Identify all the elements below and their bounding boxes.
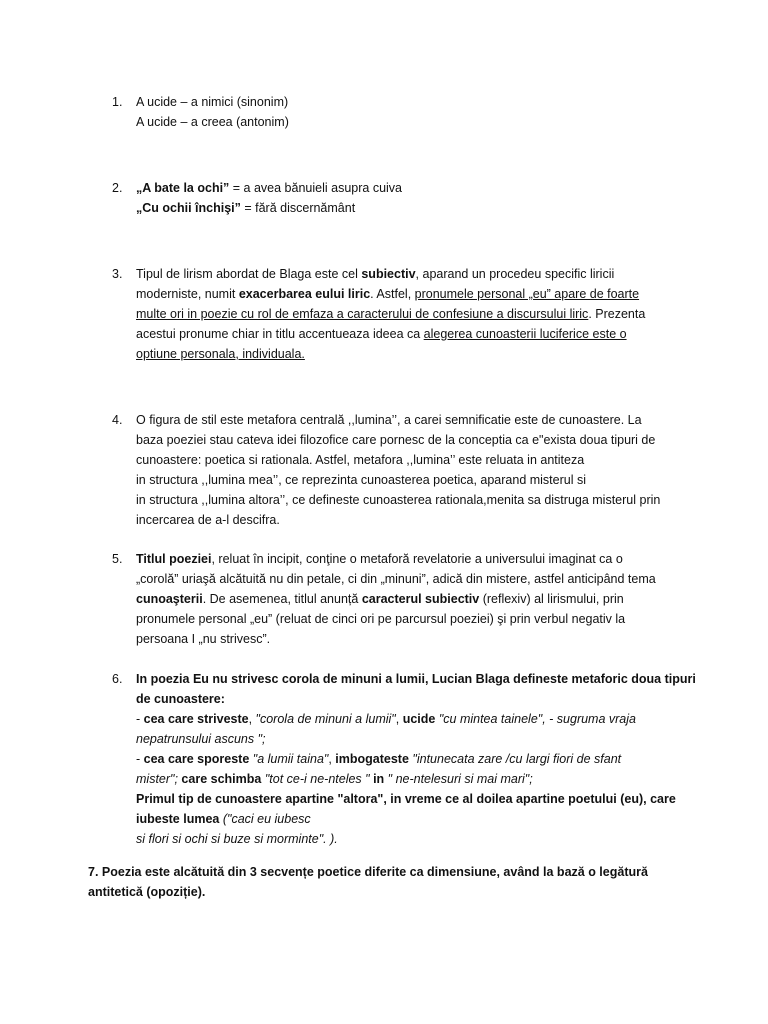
list-item-1 <box>112 92 672 132</box>
quote-run: "corola de minuni a lumii" <box>255 712 396 726</box>
item-4-line-6: incercarea de a-l descifra. <box>136 513 280 527</box>
text-run: exacerbarea eului liric <box>238 287 371 301</box>
item-5-line-3 <box>136 589 672 609</box>
item-6-line-8 <box>136 809 672 829</box>
item-number: 3. <box>112 267 123 281</box>
quote-run: "tot ce-i ne-nteles " <box>264 772 370 786</box>
text-run: - <box>136 752 144 766</box>
text-run: iubeste lumea <box>136 812 223 826</box>
list-item-6 <box>112 669 696 849</box>
text-run: acestui pronume chiar in titlu accentueaza ideea ca <box>136 327 424 341</box>
poem-title: Eu nu strivesc corola de minuni a lumii <box>192 672 425 686</box>
text-run: 7. Poezia este alcătuită din 3 secvențe poetice diferite ca dimensiune, având la bază o legătură <box>88 865 648 879</box>
quote-run: si flori si ochi si buze si morminte". ). <box>136 832 338 846</box>
text-run: de cunoastere: <box>136 692 225 706</box>
item-4-line-2: baza poeziei stau cateva idei filozofice care pornesc de la conceptia ca e"exista doua tipuri de <box>136 433 656 447</box>
underlined-run: optiune personala, individuala. <box>136 347 305 361</box>
text-run: , Lucian Blaga defineste metaforic doua tipuri <box>424 672 696 686</box>
text-run: ucide <box>402 712 436 726</box>
item-number: 2. <box>112 181 123 195</box>
item-5-line-1 <box>136 549 672 569</box>
quote-run: "intunecata zare /cu largi fiori de sfant <box>412 752 622 766</box>
item-3-line-3 <box>136 304 672 324</box>
item-3-line-2 <box>136 284 672 304</box>
expression-1: „A bate la ochi” <box>136 181 230 195</box>
text-run: , <box>248 712 256 726</box>
quote-run: "a lumii taina" <box>252 752 329 766</box>
item-6-line-9 <box>136 829 672 849</box>
text-run: moderniste, numit <box>136 287 239 301</box>
text-run: Tipul de lirism abordat de Blaga este cel <box>136 267 362 281</box>
item-6-line-2 <box>136 689 672 709</box>
text-run: subiectiv <box>361 267 416 281</box>
text-run: , reluat în incipit, conţine o metaforă revelatorie a universului imaginat ca o <box>211 552 623 566</box>
item-7-line-2 <box>88 882 688 902</box>
item-6-line-3 <box>136 709 672 729</box>
quote-run: " ne-ntelesuri si mai mari"; <box>387 772 533 786</box>
text-run: imbogateste <box>335 752 409 766</box>
text-run: . Prezenta <box>588 307 646 321</box>
item-3-line-5 <box>136 344 672 364</box>
quote-run: mister"; <box>136 772 182 786</box>
list-item-3 <box>112 264 672 364</box>
list-item-7 <box>88 862 688 902</box>
item-5-line-2: „corolă” uriaşă alcătuită nu din petale, ci din „minuni”, adică din mistere, astfel anticipând tema <box>136 572 656 586</box>
item-5-line-4: pronumele personal „eu” (reluat de cinci ori pe parcursul poeziei) şi prin verbul negativ la <box>136 612 626 626</box>
item-number: 1. <box>112 95 123 109</box>
list-item-4 <box>112 410 672 530</box>
item-4-line-4: in structura ,,lumina mea’’, ce reprezinta cunoasterea poetica, aparand misterul si <box>136 473 586 487</box>
text-run: cea care sporeste <box>143 752 250 766</box>
underlined-run: pronumele personal „eu” apare de foarte <box>414 287 640 301</box>
quote-run: ("caci eu iubesc <box>222 812 311 826</box>
item-number: 5. <box>112 552 123 566</box>
text-run: In poezia <box>136 672 193 686</box>
text-run: (reflexiv) al lirismului, prin <box>479 592 624 606</box>
text-run: - <box>136 712 144 726</box>
item-1-line-1: A ucide – a nimici (sinonim) <box>136 95 289 109</box>
text-run: Primul tip de cunoastere apartine "altora", in vreme ce al doilea apartine poetului (eu), care <box>136 792 676 806</box>
quote-run: "cu mintea tainele", - sugruma vraja <box>438 712 636 726</box>
item-3-line-4 <box>136 324 672 344</box>
item-7-line-1 <box>88 862 688 882</box>
text-run: cunoaşterii <box>136 592 203 606</box>
text-run: in <box>369 772 388 786</box>
underlined-run: alegerea cunoasterii luciferice este o <box>423 327 627 341</box>
text-run: . De asemenea, titlul anunță <box>202 592 362 606</box>
text-run: cea care striveste <box>143 712 249 726</box>
item-6-line-1 <box>136 669 696 689</box>
item-6-line-5 <box>136 749 672 769</box>
text-run: care schimba <box>181 772 262 786</box>
text-run: caracterul subiectiv <box>361 592 480 606</box>
text-run: Titlul poeziei <box>136 552 212 566</box>
item-5-line-5: persoana I „nu strivesc”. <box>136 632 271 646</box>
item-2-line-1 <box>136 178 672 198</box>
text-run: . Astfel, <box>370 287 415 301</box>
underlined-run: multe ori in poezie cu rol de emfaza a caracterului de confesiune a discursului liric <box>136 307 589 321</box>
item-3-line-1 <box>136 264 672 284</box>
text-run: , <box>395 712 403 726</box>
list-item-5 <box>112 549 672 649</box>
quote-run: nepatrunsului ascuns "; <box>136 732 266 746</box>
item-number: 4. <box>112 413 123 427</box>
expression-2: „Cu ochii închişi” <box>136 201 241 215</box>
list-item-2 <box>112 178 672 218</box>
item-6-line-4 <box>136 729 672 749</box>
item-1-line-2: A ucide – a creea (antonim) <box>136 115 289 129</box>
item-number: 6. <box>112 672 123 686</box>
text-run: , aparand un procedeu specific liricii <box>415 267 615 281</box>
item-6-line-6 <box>136 769 672 789</box>
definition-2: = fără discernământ <box>240 201 356 215</box>
item-6-line-7 <box>136 789 676 809</box>
item-4-line-3: cunoastere: poetica si rationala. Astfel, metafora ,,lumina’’ este reluata in antiteza <box>136 453 585 467</box>
definition-1: = a avea bănuieli asupra cuiva <box>229 181 402 195</box>
text-run: antitetică (opoziție). <box>88 885 206 899</box>
item-4-line-1: O figura de stil este metafora centrală ,,lumina’’, a carei semnificatie este de cunoastere. La <box>136 413 642 427</box>
item-2-line-2 <box>136 198 672 218</box>
item-4-line-5: in structura ,,lumina altora’’, ce defineste cunoasterea rationala,menita sa distruga misterul prin <box>136 493 661 507</box>
text-run: , <box>328 752 336 766</box>
